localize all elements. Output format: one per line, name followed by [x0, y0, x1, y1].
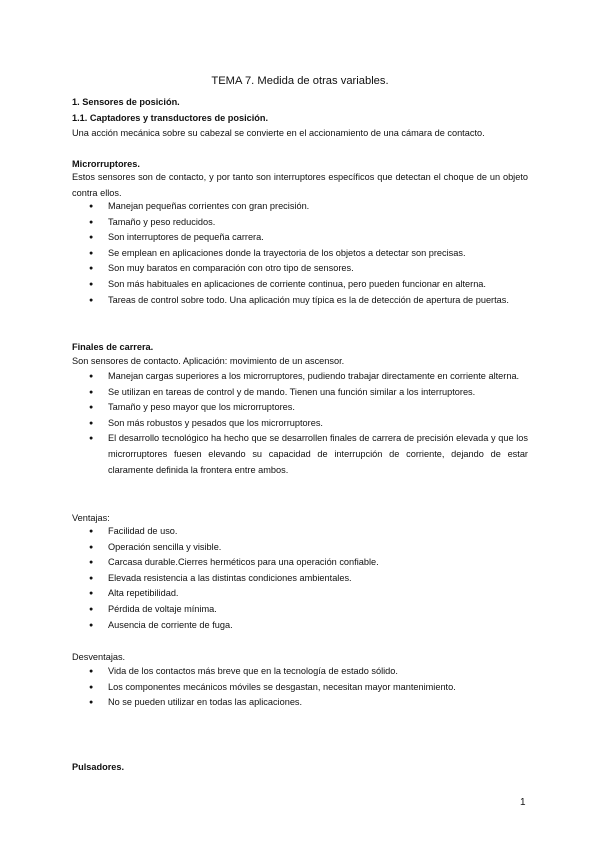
- bullet-icon: ●: [89, 419, 94, 427]
- page-number: 1: [520, 797, 526, 808]
- bullet-icon: ●: [89, 528, 94, 535]
- list-item: [72, 416, 528, 432]
- list-item-text: Se utilizan en tareas de control y de mando. Tienen una función similar a los interruptores.: [108, 386, 476, 397]
- list-item: [72, 246, 528, 262]
- list-item: [72, 400, 528, 416]
- list-item: [72, 571, 528, 587]
- list-item: [72, 664, 528, 680]
- microrruptores-intro: Estos sensores son de contacto, y por tanto son interruptores específicos que detectan el choque de un objeto contra ellos.: [72, 172, 528, 198]
- list-item: [72, 555, 528, 571]
- bullet-icon: ●: [89, 280, 94, 288]
- list-item-text: El desarrollo tecnológico ha hecho que se desarrollen finales de carrera de precisión elevada y que los microrruptores fuesen elevando su capacidad de interrupción de corriente, dejando de estar claramente definida la frontera entre ambos.: [108, 433, 528, 475]
- list-item: [72, 695, 528, 711]
- section-intro: Una acción mecánica sobre su cabezal se convierte en el accionamiento de una cámara de contacto.: [72, 128, 485, 138]
- subsection-heading: 1.1. Captadores y transductores de posición.: [72, 113, 269, 123]
- bullet-icon: ●: [89, 559, 94, 567]
- list-item-text: Los componentes mecánicos móviles se desgastan, necesitan mayor mantenimiento.: [108, 681, 456, 692]
- bullet-icon: ●: [89, 296, 94, 304]
- list-item-text: Tamaño y peso reducidos.: [108, 216, 216, 227]
- bullet-icon: ●: [89, 574, 94, 582]
- list-item: [72, 540, 528, 556]
- list-item-text: Son muy baratos en comparación con otro tipo de sensores.: [108, 263, 354, 274]
- ventajas-list: [72, 524, 528, 633]
- list-item-text: Carcasa durable.Cierres herméticos para una operación confiable.: [108, 557, 379, 568]
- bullet-icon: ●: [89, 218, 94, 226]
- microrruptores-heading: Microrruptores.: [72, 159, 140, 169]
- bullet-icon: ●: [89, 203, 94, 210]
- list-item-text: Ausencia de corriente de fuga.: [108, 619, 233, 630]
- section-heading: 1. Sensores de posición.: [72, 97, 180, 107]
- list-item: [72, 586, 528, 602]
- bullet-icon: ●: [89, 699, 94, 707]
- finales-heading: Finales de carrera.: [72, 342, 154, 352]
- list-item-text: Vida de los contactos más breve que en la tecnología de estado sólido.: [108, 666, 398, 676]
- bullet-icon: ●: [89, 668, 94, 675]
- bullet-icon: ●: [89, 404, 94, 412]
- bullet-icon: ●: [89, 265, 94, 273]
- list-item-text: Operación sencilla y visible.: [108, 541, 222, 552]
- finales-list: [72, 369, 528, 478]
- desventajas-list: [72, 664, 528, 711]
- list-item: [72, 199, 528, 215]
- list-item-text: Manejan pequeñas corrientes con gran precisión.: [108, 201, 310, 211]
- list-item: [72, 524, 528, 540]
- list-item-text: Alta repetibilidad.: [108, 588, 179, 599]
- microrruptores-list: [72, 199, 528, 308]
- document-title: TEMA 7. Medida de otras variables.: [211, 75, 389, 87]
- list-item: [72, 369, 528, 385]
- list-item-text: Elevada resistencia a las distintas condiciones ambientales.: [108, 572, 352, 583]
- list-item-text: Tareas de control sobre todo. Una aplicación muy típica es la de detección de apertura de puertas.: [108, 294, 509, 305]
- list-item: [72, 261, 528, 277]
- list-item-text: No se pueden utilizar en todas las aplicaciones.: [108, 697, 303, 708]
- bullet-icon: ●: [89, 373, 94, 380]
- pulsadores-heading: Pulsadores.: [72, 762, 125, 772]
- list-item: [72, 680, 528, 696]
- bullet-icon: ●: [89, 388, 94, 396]
- list-item-text: Son interruptores de pequeña carrera.: [108, 232, 264, 243]
- bullet-icon: ●: [89, 543, 94, 551]
- desventajas-heading: Desventajas.: [72, 652, 126, 662]
- list-item: [72, 431, 528, 478]
- list-item-text: Tamaño y peso mayor que los microrruptores.: [108, 402, 295, 413]
- bullet-icon: ●: [89, 435, 94, 443]
- bullet-icon: ●: [89, 234, 94, 242]
- bullet-icon: ●: [89, 621, 94, 629]
- list-item: [72, 215, 528, 231]
- bullet-icon: ●: [89, 590, 94, 598]
- list-item-text: Se emplean en aplicaciones donde la trayectoria de los objetos a detectar son precisas.: [108, 247, 466, 258]
- bullet-icon: ●: [89, 605, 94, 613]
- list-item: [72, 602, 528, 618]
- list-item-text: Manejan cargas superiores a los microrruptores, pudiendo trabajar directamente en corriente alterna.: [108, 371, 520, 381]
- ventajas-heading: Ventajas:: [72, 513, 110, 523]
- list-item: [72, 385, 528, 401]
- list-item: [72, 293, 528, 309]
- list-item: [72, 618, 528, 634]
- list-item: [72, 230, 528, 246]
- list-item-text: Son más robustos y pesados que los microrruptores.: [108, 417, 323, 428]
- list-item-text: Facilidad de uso.: [108, 526, 178, 536]
- finales-intro: Son sensores de contacto. Aplicación: movimiento de un ascensor.: [72, 356, 345, 366]
- list-item-text: Pérdida de voltaje mínima.: [108, 603, 217, 614]
- bullet-icon: ●: [89, 249, 94, 257]
- list-item: [72, 277, 528, 293]
- bullet-icon: ●: [89, 683, 94, 691]
- list-item-text: Son más habituales en aplicaciones de corriente continua, pero pueden funcionar en alterna.: [108, 278, 486, 289]
